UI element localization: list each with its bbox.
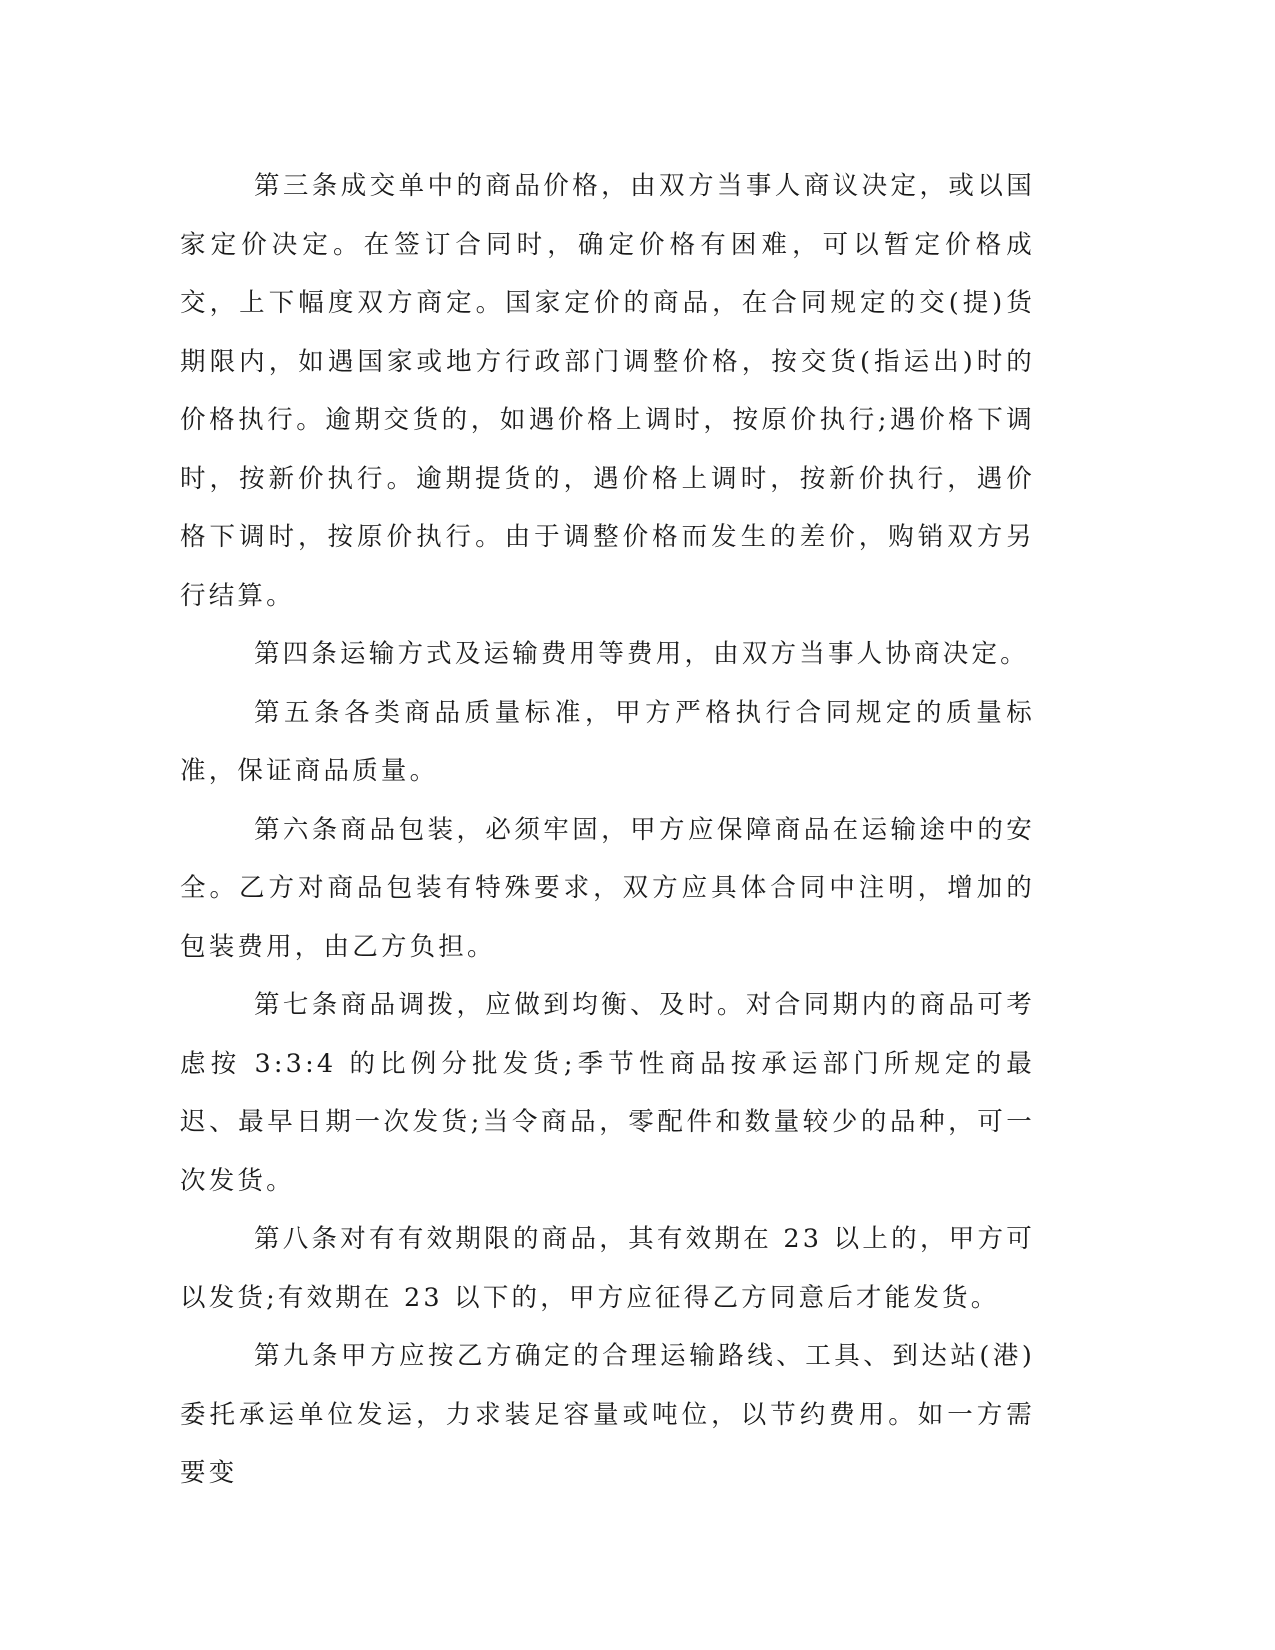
clause-3-paragraph: 第三条成交单中的商品价格，由双方当事人商议决定，或以国家定价决定。在签订合同时，确定价格有困难，可以暂定价格成交，上下幅度双方商定。国家定价的商品，在合同规定的交(提)货期限内，如遇国家或地方行政部门调整价格，按交货(指运出)时的价格执行。逾期交货的，如遇价格上调时，按原价执行;遇价格下调时，按新价执行。逾期提货的，遇价格上调时，按新价执行，遇价格下调时，按原价执行。由于调整价格而发生的差价，购销双方另行结算。 [180, 171, 1035, 611]
clause-8-paragraph: 第八条对有有效期限的商品，其有效期在 23 以上的，甲方可以发货;有效期在 23 以下的，甲方应征得乙方同意后才能发货。 [180, 1224, 1035, 1313]
clause-9-paragraph: 第九条甲方应按乙方确定的合理运输路线、工具、到达站(港)委托承运单位发运，力求装足容量或吨位，以节约费用。如一方需要变 [180, 1341, 1035, 1488]
clause-4-paragraph: 第四条运输方式及运输费用等费用，由双方当事人协商决定。 [253, 639, 1029, 669]
clause-7-paragraph: 第七条商品调拨，应做到均衡、及时。对合同期内的商品可考虑按 3:3:4 的比例分批发货;季节性商品按承运部门所规定的最迟、最早日期一次发货;当令商品，零配件和数量较少的品种，可一次发货。 [180, 990, 1035, 1196]
clause-6-paragraph: 第六条商品包装，必须牢固，甲方应保障商品在运输途中的安全。乙方对商品包装有特殊要求，双方应具体合同中注明，增加的包装费用，由乙方负担。 [180, 814, 1035, 962]
document-body [180, 157, 1035, 1503]
clause-5-paragraph: 第五条各类商品质量标准，甲方严格执行合同规定的质量标准，保证商品质量。 [180, 697, 1035, 786]
